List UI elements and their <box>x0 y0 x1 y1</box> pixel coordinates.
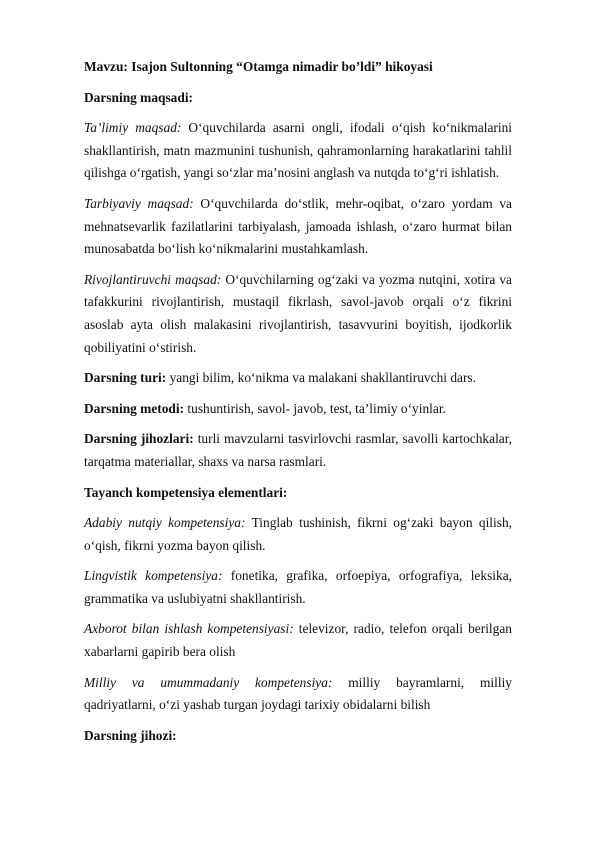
lesson-type-text: yangi bilim, ko‘nikma va malakani shakllantiruvchi dars. <box>166 370 476 386</box>
goal-developmental <box>84 269 512 359</box>
competency-label: Axborot bilan ishlash kompetensiyasi: <box>84 621 294 637</box>
lesson-type-label: Darsning turi: <box>84 370 167 386</box>
goal-upbringing <box>84 193 512 261</box>
lesson-method <box>84 398 512 421</box>
competencies-heading: Tayanch kompetensiya elementlari: <box>84 484 288 500</box>
tools-heading: Darsning jihozi: <box>84 727 177 743</box>
lesson-equipment <box>84 428 512 473</box>
goal-text: O‘quvchilarning og‘zaki va yozma nutqini, xotira va tafakkurini rivojlantirish, mustaqil fikrlash, savol-javob orqali o‘z fikrini asoslab ayta olish malakasini rivojlantirish, tasavvurini boyitish, ijodkorlik qobiliyatini o‘stirish. <box>84 271 512 355</box>
competency-text: televizor, radio, telefon orqali berilgan xabarlarni gapirib bera olish <box>84 621 512 660</box>
goals-heading: Darsning maqsadi: <box>84 89 194 105</box>
competency-label: Lingvistik kompetensiya: <box>84 568 223 584</box>
document-page <box>84 56 512 755</box>
goal-label: Tarbiyaviy maqsad: <box>84 195 194 211</box>
competency-cultural <box>84 672 512 717</box>
competency-linguistic <box>84 565 512 610</box>
goal-label: Rivojlantiruvchi maqsad: <box>84 271 222 287</box>
competency-text: milliy bayramlarni, milliy qadriyatlarni, o‘zi yashab turgan joydagi tarixiy obidalarni bilish <box>84 674 512 713</box>
lesson-method-text: tushuntirish, savol- javob, test, ta’limiy o‘yinlar. <box>184 400 446 416</box>
lesson-equipment-text: turli mavzularni tasvirlovchi rasmlar, savolli kartochkalar, tarqatma materiallar, shaxs va narsa rasmlari. <box>84 431 513 469</box>
lesson-equipment-label: Darsning jihozlari: <box>84 431 194 447</box>
competency-information <box>84 618 512 663</box>
competency-literary <box>84 512 512 557</box>
goal-label: Ta’limiy maqsad: <box>84 120 182 136</box>
lesson-type <box>84 367 512 390</box>
lesson-method-label: Darsning metodi: <box>84 400 185 416</box>
competency-label: Adabiy nutqiy kompetensiya: <box>84 515 246 531</box>
goal-text: O‘quvchilarda asarni ongli, ifodali o‘qish ko‘nikmalarini shakllantirish, matn mazmunini tushunish, qahramonlarning harakatlarini tahlil qilishga o‘rgatish, yangi so‘zlar ma’nosini anglash va nutqda to‘g‘ri ishlatish. <box>84 120 512 181</box>
competency-text: fonetika, grafika, orfoepiya, orfografiya, leksika, grammatika va uslubiyatni shakllantirish. <box>84 568 512 606</box>
lesson-title: Mavzu: Isajon Sultonning “Otamga nimadir bo’ldi” hikoyasi <box>84 59 433 74</box>
competency-label: Milliy va umummadaniy kompetensiya: <box>84 674 333 690</box>
goal-text: O‘quvchilarda do‘stlik, mehr-oqibat, o‘zaro yordam va mehnatsevarlik fazilatlarini tarbiyalash, jamoada ishlash, o‘zaro hurmat bilan munosabatda bo‘lish ko‘nikmalarini mustahkamlash. <box>84 195 512 257</box>
competency-text: Tinglab tushinish, fikrni og‘zaki bayon qilish, o‘qish, fikrni yozma bayon qilish. <box>84 515 512 553</box>
goal-educational <box>84 117 512 185</box>
